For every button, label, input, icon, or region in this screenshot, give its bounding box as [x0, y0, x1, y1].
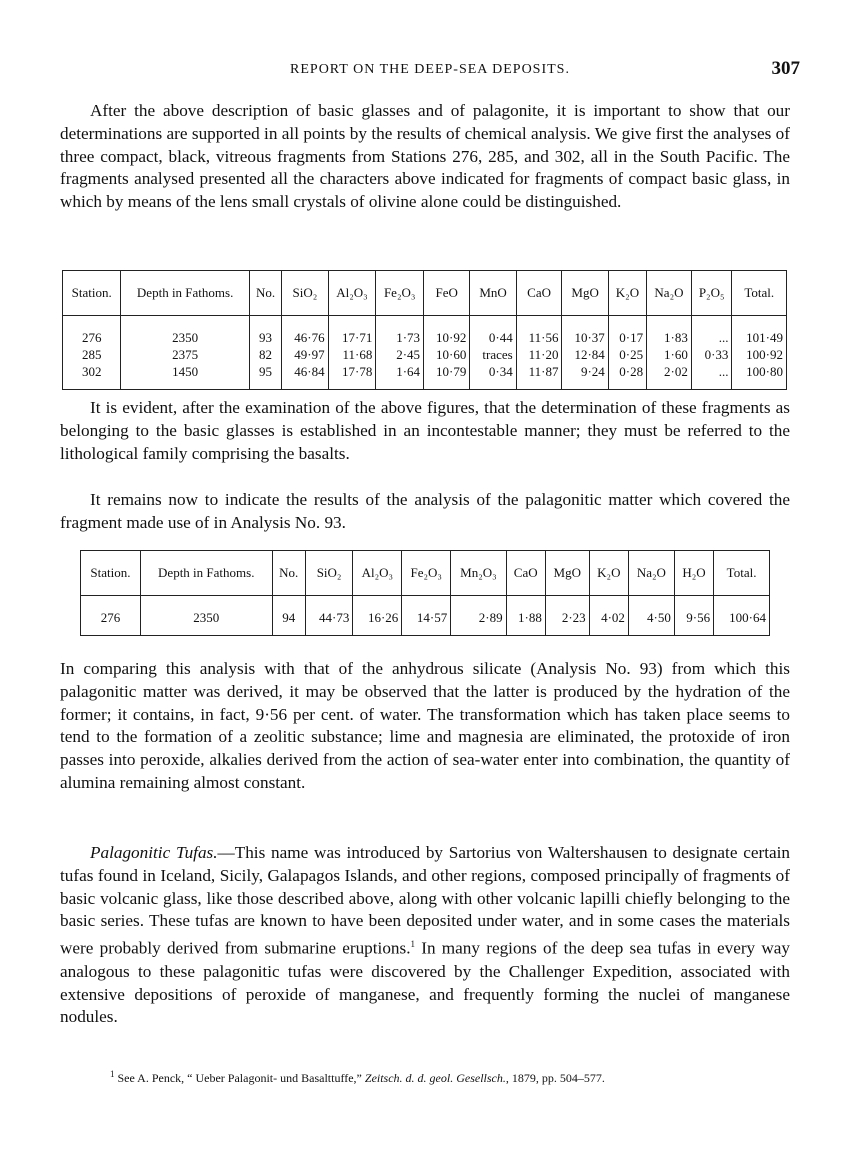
column-header: Al₂O₃	[328, 271, 376, 316]
table-cell: 14·57	[402, 602, 451, 636]
table-cell: 11·68	[328, 346, 376, 363]
column-header: Al₂O₃	[353, 551, 402, 596]
column-header: Station.	[81, 551, 141, 596]
table-cell: 276	[81, 602, 141, 636]
table-cell: 12·84	[562, 346, 608, 363]
table-cell: 93	[249, 322, 281, 346]
table-cell: 0·25	[608, 346, 646, 363]
table-cell: 101·49	[732, 322, 787, 346]
table-cell: 2·23	[545, 602, 589, 636]
column-header: Total.	[714, 551, 770, 596]
column-header: Depth in Fathoms.	[140, 551, 272, 596]
table-cell: 11·20	[516, 346, 562, 363]
footnote-text-b: , 1879, pp. 504–577.	[505, 1071, 605, 1085]
page-number: 307	[771, 58, 800, 79]
table-cell: 46·76	[282, 322, 328, 346]
column-header: H₂O	[674, 551, 713, 596]
column-header: K₂O	[589, 551, 628, 596]
table-cell: 1·64	[376, 363, 424, 390]
column-header: Na₂O	[628, 551, 674, 596]
table-row	[63, 322, 787, 346]
column-header: Na₂O	[647, 271, 692, 316]
table-row	[81, 602, 770, 636]
table-cell: 10·79	[424, 363, 470, 390]
table-cell: 302	[63, 363, 121, 390]
table-cell: ...	[691, 322, 732, 346]
table-cell: 1·60	[647, 346, 692, 363]
column-header: CaO	[506, 551, 545, 596]
table-cell: 2·02	[647, 363, 692, 390]
table-cell: 82	[249, 346, 281, 363]
table-cell: 9·24	[562, 363, 608, 390]
column-header: FeO	[424, 271, 470, 316]
table-row	[63, 346, 787, 363]
table-cell: 95	[249, 363, 281, 390]
footnote-journal: Zeitsch. d. d. geol. Gesellsch.	[364, 1071, 506, 1085]
section-title: Palagonitic Tufas.	[90, 843, 218, 862]
table-cell: 94	[272, 602, 305, 636]
paragraph-palagonitic-tufas	[60, 842, 790, 1029]
table-cell: 276	[63, 322, 121, 346]
table-cell: 285	[63, 346, 121, 363]
table-cell: 44·73	[305, 602, 353, 636]
column-header: MnO	[470, 271, 516, 316]
column-header: No.	[249, 271, 281, 316]
column-header: Depth in Fathoms.	[121, 271, 249, 316]
analysis-table-palagonite	[80, 550, 770, 636]
table-cell: 1·88	[506, 602, 545, 636]
footnote	[110, 1069, 800, 1086]
column-header: SiO₂	[282, 271, 328, 316]
table-cell: 1·83	[647, 322, 692, 346]
table-cell: 1450	[121, 363, 249, 390]
column-header: Fe₂O₃	[376, 271, 424, 316]
running-header	[60, 58, 800, 86]
column-header: K₂O	[608, 271, 646, 316]
table-cell: 100·92	[732, 346, 787, 363]
table-cell: 17·71	[328, 322, 376, 346]
column-header: MgO	[545, 551, 589, 596]
column-header: Total.	[732, 271, 787, 316]
table-cell: 2375	[121, 346, 249, 363]
table-cell: 9·56	[674, 602, 713, 636]
table-cell: 0·17	[608, 322, 646, 346]
table-cell: 46·84	[282, 363, 328, 390]
header-title: REPORT ON THE DEEP-SEA DEPOSITS.	[290, 62, 570, 77]
table-cell: 10·37	[562, 322, 608, 346]
table-cell: 4·50	[628, 602, 674, 636]
table-cell: 1·73	[376, 322, 424, 346]
paragraph-remains: It remains now to indicate the results of the analysis of the palagonitic matter which covered the fragment made use of in Analysis No. 93.	[60, 490, 790, 532]
table-cell: 17·78	[328, 363, 376, 390]
table-cell: 2·45	[376, 346, 424, 363]
table-cell: 4·02	[589, 602, 628, 636]
column-header: MgO	[562, 271, 608, 316]
table-cell: 0·44	[470, 322, 516, 346]
table-cell: 16·26	[353, 602, 402, 636]
column-header: SiO₂	[305, 551, 353, 596]
analysis-table-glasses	[62, 270, 787, 390]
table-cell: 10·60	[424, 346, 470, 363]
column-header: P₂O₅	[691, 271, 732, 316]
table-cell: 0·28	[608, 363, 646, 390]
column-header: Mn₂O₃	[451, 551, 506, 596]
paragraph-intro: After the above description of basic glasses and of palagonite, it is important to show that our determinations are supported in all points by the results of chemical analysis. We give first the analyses of three compact, black, vitreous fragments from Stations 276, 285, and 302, all in the South Pacific. The fragments analysed presented all the characters above indicated for fragments of compact basic glass, in which by means of the lens small crystals of olivine alone could be distinguished.	[60, 101, 790, 212]
paragraph-body: —This name was introduced by Sartorius von Waltershausen to designate certain tufas found in Iceland, Sicily, Galapagos Islands, and other regions, composed principally of fragments of basic volcanic glass, like those described above, along with other volcanic lapilli chiefly belonging to the basic series. These tufas are known to have been deposited under water, and in some cases the materials were probably derived from submarine eruptions.	[60, 843, 790, 958]
table-cell: 2·89	[451, 602, 506, 636]
table-cell: ...	[691, 363, 732, 390]
table-cell: 10·92	[424, 322, 470, 346]
footnote-reference[interactable]: 1	[410, 939, 415, 950]
table-cell: 2350	[140, 602, 272, 636]
table-cell: 11·87	[516, 363, 562, 390]
column-header: Fe₂O₃	[402, 551, 451, 596]
table-cell: traces	[470, 346, 516, 363]
paragraph-evident: It is evident, after the examination of the above figures, that the determination of these fragments as belonging to the basic glasses is established in an incontestable manner; they must be referred to the lithological family comprising the basalts.	[60, 398, 790, 463]
table-cell: 11·56	[516, 322, 562, 346]
table-cell: 0·33	[691, 346, 732, 363]
table-cell: 0·34	[470, 363, 516, 390]
column-header: Station.	[63, 271, 121, 316]
column-header: No.	[272, 551, 305, 596]
table-cell: 2350	[121, 322, 249, 346]
table-cell: 100·64	[714, 602, 770, 636]
paragraph-comparing: In comparing this analysis with that of the anhydrous silicate (Analysis No. 93) from which this palagonitic matter was derived, it may be observed that the latter is produced by the hydration of the former; it contains, in fact, 9·56 per cent. of water. The transformation which has taken place seems to tend to the formation of a zeolitic substance; lime and magnesia are eliminated, the protoxide of iron passes into peroxide, alkalies derived from the action of sea-water enter into combination, the quantity of alumina remaining almost constant.	[60, 659, 790, 792]
footnote-mark: 1	[110, 1069, 115, 1079]
table-cell: 49·97	[282, 346, 328, 363]
column-header: CaO	[516, 271, 562, 316]
table-row	[63, 363, 787, 390]
footnote-text-a: See A. Penck, “ Ueber Palagonit- und Basalttuffe,”	[117, 1071, 365, 1085]
paragraph-tail: In many regions of the deep sea tufas in every way analogous to these palagonitic tufas were discovered by the Challenger Expedition, associated with extensive depositions of peroxide of manganese, and frequently forming the nuclei of manganese nodules.	[60, 938, 791, 1027]
table-cell: 100·80	[732, 363, 787, 390]
